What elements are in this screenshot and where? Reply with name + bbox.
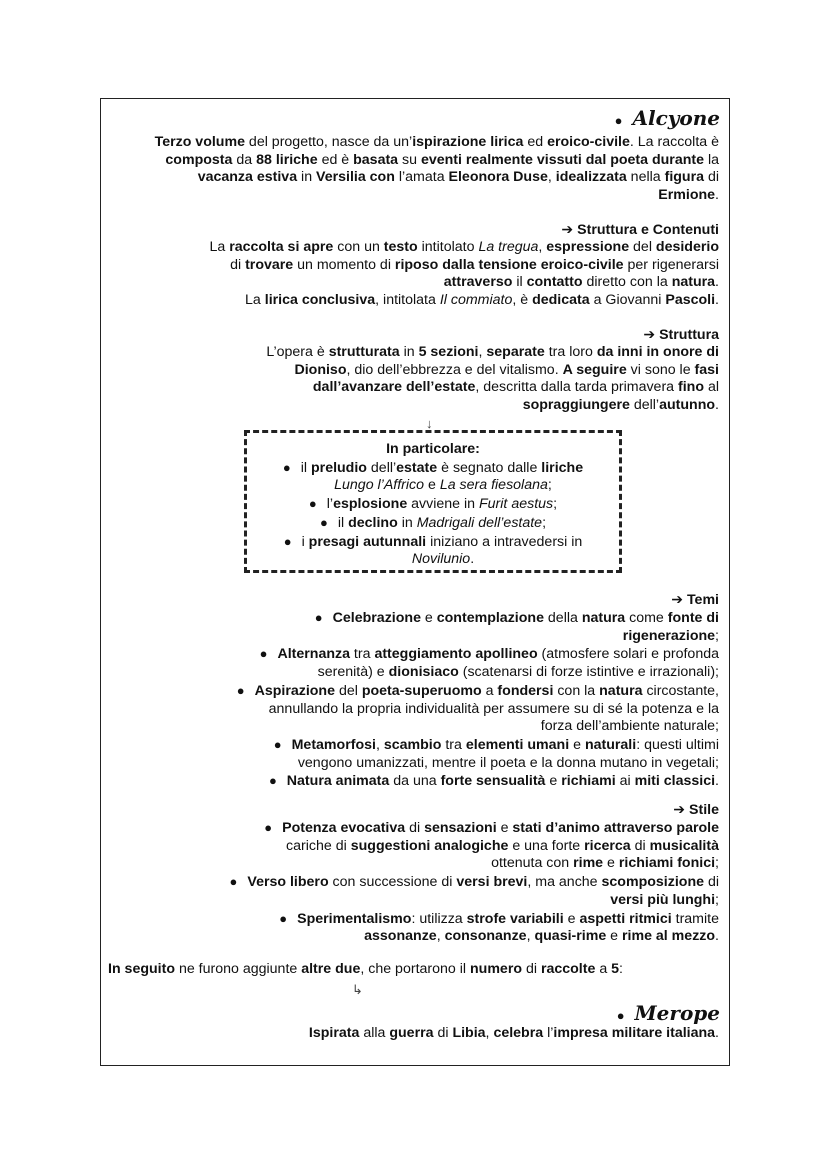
bullet-icon: ● (259, 646, 268, 662)
text-segment: ne furono aggiunte (175, 961, 302, 977)
text-segment: in (397, 514, 417, 531)
list-item (109, 873, 719, 909)
text-segment: vacanza estiva (197, 169, 298, 186)
text-segment: Alternanza (277, 646, 350, 663)
merope-heading (617, 1001, 720, 1025)
text-segment: di (433, 1025, 453, 1041)
item-text (297, 911, 719, 927)
text-segment: il (337, 514, 349, 531)
text-segment: rigenerazione (622, 627, 716, 644)
down-right-arrow-icon: ↳ (352, 982, 363, 997)
text-segment: In seguito (108, 961, 175, 977)
text-segment: Natura animata (286, 773, 390, 790)
text-segment: e (496, 820, 513, 836)
list-item (109, 736, 719, 772)
text-segment: scomposizione (601, 874, 705, 891)
text-segment: ; (542, 514, 547, 531)
list-item (250, 533, 616, 569)
text-segment: Libia (452, 1025, 486, 1041)
bullet-icon: ● (319, 514, 328, 530)
item-text (292, 737, 719, 753)
text-segment: cariche di (286, 837, 351, 854)
text-segment: vengono umanizzati, mentre il poeta e la donna mutano in vegetali; (297, 754, 719, 771)
text-segment: l’ (326, 496, 334, 513)
text-segment: i (301, 533, 309, 550)
text-segment: Terzo volume (154, 134, 245, 150)
text-segment: naturali (584, 736, 637, 753)
arrow-right-icon: ➔ (561, 221, 574, 237)
text-segment: natura (671, 274, 716, 291)
item-text (109, 701, 719, 719)
text-segment: estate (396, 459, 438, 476)
in-particolare-content (250, 441, 616, 569)
text-segment: e (563, 910, 580, 927)
text-segment: di (405, 820, 425, 836)
text-line (119, 239, 719, 257)
text-segment: e (420, 610, 437, 626)
text-segment: 88 liriche (256, 151, 318, 168)
text-segment: , (485, 1025, 494, 1041)
text-segment: fonte di (667, 610, 719, 626)
text-segment: tra (349, 646, 375, 663)
text-segment: natura (599, 682, 643, 699)
text-segment: Sperimentalismo (297, 910, 412, 927)
text-segment: , (547, 169, 556, 186)
text-segment: figura (664, 169, 705, 186)
text-segment: circostante, (642, 682, 719, 699)
text-segment: e (424, 477, 440, 494)
text-segment: . (470, 551, 475, 568)
text-segment: . La raccolta è (629, 134, 719, 150)
text-segment: della (543, 610, 582, 626)
bullet-icon: ● (229, 874, 238, 890)
bullet-icon: ● (273, 736, 282, 752)
text-segment: fasi (694, 361, 719, 378)
text-segment: . (715, 274, 719, 291)
text-segment: scambio (383, 736, 442, 753)
merope-title: Merope (634, 1001, 720, 1025)
text-segment: eroico-civile (547, 134, 630, 150)
text-line (119, 362, 719, 380)
text-segment: Versilia con (316, 169, 395, 186)
text-line (109, 152, 719, 170)
bullet-icon: ● (614, 113, 623, 128)
item-text (282, 820, 719, 836)
text-segment: come (625, 610, 668, 626)
item-text (333, 610, 719, 626)
text-segment: Metamorfosi (291, 736, 376, 753)
stile-heading (673, 801, 719, 820)
text-segment: tra (441, 736, 466, 753)
text-segment: natura (581, 610, 626, 626)
item-text (255, 683, 719, 699)
text-segment: ricerca (584, 837, 631, 854)
alcyone-heading (615, 106, 720, 130)
text-segment: riposo dalla tensione eroico-civile (394, 256, 624, 273)
text-segment: trovare (245, 256, 294, 273)
text-segment: su (398, 151, 421, 168)
text-segment: eventi realmente vissuti dal poeta durante (420, 151, 705, 168)
text-segment: di (630, 837, 650, 854)
text-segment: strutturata (328, 344, 400, 360)
text-segment: composta (165, 151, 233, 168)
text-segment: idealizzata (555, 169, 627, 186)
section-heading: Stile (689, 802, 719, 818)
list-item (250, 514, 616, 533)
text-segment: ispirazione lirica (412, 134, 524, 150)
text-segment: . (715, 187, 719, 204)
text-segment: aspetti ritmici (579, 910, 672, 927)
section-heading: Struttura (659, 327, 719, 343)
text-segment: consonanze (444, 928, 527, 945)
text-segment: diretto con la (582, 274, 672, 291)
text-segment: La sera fiesolana (439, 477, 548, 494)
list-item (250, 459, 616, 495)
list-item (109, 772, 719, 791)
text-segment: contatto (526, 274, 583, 291)
alcyone-title: Alcyone (632, 106, 720, 130)
item-text (302, 534, 583, 550)
text-segment: , dio dell’ebbrezza e del vitalismo. (346, 361, 563, 378)
list-item (109, 645, 719, 681)
text-segment: fondersi (497, 682, 554, 699)
struttura-heading (643, 326, 719, 345)
text-segment: Furit aestus (479, 496, 554, 513)
text-line (109, 134, 719, 152)
text-segment: dedicata (532, 292, 590, 309)
text-segment: , ma anche (527, 874, 602, 891)
bullet-icon: ● (283, 533, 292, 549)
text-segment: . (715, 292, 719, 309)
text-segment: Ermione (658, 187, 716, 204)
text-segment: Dioniso (294, 361, 347, 378)
text-segment: sopraggiungere (522, 397, 630, 414)
text-line (119, 397, 719, 415)
text-segment: strofe variabili (466, 910, 564, 927)
text-segment: Celebrazione (332, 610, 421, 626)
struttura-contenuti-body (119, 239, 719, 310)
text-segment: versi più lunghi (610, 891, 716, 908)
text-line (109, 169, 719, 187)
text-segment: (atmosfere solari e profonda (537, 646, 719, 663)
text-line (119, 292, 719, 310)
text-segment: : (619, 961, 623, 977)
text-segment: Novilunio (411, 551, 471, 568)
item-text (109, 855, 719, 873)
text-segment: fino (678, 379, 705, 396)
text-segment: preludio (311, 459, 367, 476)
text-segment: altre due (301, 961, 361, 977)
text-segment: vi sono le (626, 361, 695, 378)
text-segment: assonanze (364, 928, 437, 945)
text-segment: A seguire (562, 361, 627, 378)
text-segment: e (569, 736, 585, 753)
list-item (250, 495, 616, 514)
text-segment: stati d’animo attraverso parole (512, 820, 719, 836)
text-segment: , intitolata (375, 292, 440, 309)
text-segment: versi brevi (456, 874, 528, 891)
text-segment: serenità) e (317, 664, 389, 681)
text-segment: del (629, 239, 656, 255)
text-line (119, 344, 719, 362)
text-segment: Pascoli (665, 292, 716, 309)
text-segment: autunno (659, 397, 716, 414)
text-segment: . (715, 397, 719, 414)
text-segment: da inni in onore di (596, 344, 719, 360)
text-segment: presagi autunnali (308, 533, 427, 550)
text-segment: lirica conclusiva (264, 292, 376, 309)
list-item (109, 910, 719, 946)
text-segment: elementi umani (465, 736, 570, 753)
section-heading: Temi (686, 592, 719, 608)
text-line (119, 274, 719, 292)
text-segment: Lungo l’Affrico (334, 477, 425, 494)
bullet-icon: ● (236, 682, 245, 698)
bullet-icon: ● (282, 459, 291, 475)
text-segment: liriche (541, 459, 584, 476)
text-line (119, 379, 719, 397)
text-segment: in (297, 169, 317, 186)
text-segment: La tregua (478, 239, 539, 255)
text-segment: Eleonora Duse (448, 169, 548, 186)
text-segment: ed è (317, 151, 354, 168)
arrow-right-icon: ➔ (671, 591, 683, 607)
item-text (287, 773, 719, 789)
text-segment: a Giovanni (589, 292, 666, 309)
text-segment: dell’ (629, 397, 660, 414)
seguito-line (108, 961, 728, 979)
text-segment: di (522, 961, 541, 977)
text-segment: di (704, 874, 719, 891)
text-segment: la (704, 151, 719, 168)
text-segment: dionisiaco (388, 664, 459, 681)
text-segment: rime al mezzo (622, 928, 716, 945)
text-segment: rime (573, 855, 604, 872)
text-segment: Verso libero (247, 874, 329, 891)
item-text (327, 496, 557, 512)
struttura-body (119, 344, 719, 415)
text-segment: , (436, 928, 445, 945)
text-segment: iniziano a intravedersi in (426, 533, 583, 550)
text-segment: , (526, 928, 535, 945)
text-segment: l’ (543, 1025, 554, 1041)
text-segment: impresa militare italiana (553, 1025, 716, 1041)
text-segment: e una forte (508, 837, 585, 854)
text-segment: con un (333, 239, 384, 255)
text-segment: dall’avanzare dell’estate (312, 379, 476, 396)
text-segment: , (538, 239, 547, 255)
item-text (277, 646, 719, 662)
text-segment: Madrigali dell’estate (416, 514, 543, 531)
bullet-icon: ● (308, 496, 317, 512)
text-segment: il (300, 459, 311, 476)
text-segment: : questi ultimi (636, 736, 719, 753)
text-segment: alla (359, 1025, 390, 1041)
box-heading: In particolare: (386, 441, 480, 457)
text-segment: basata (353, 151, 399, 168)
bullet-icon: ● (279, 910, 288, 926)
text-segment: Il commiato (439, 292, 513, 309)
list-item (109, 682, 719, 736)
item-text (109, 892, 719, 910)
text-segment: forte sensualità (440, 773, 546, 790)
text-segment: in (399, 344, 419, 360)
text-segment: il (512, 274, 527, 291)
text-segment: di (704, 169, 719, 186)
text-segment: . (715, 773, 719, 790)
list-item (109, 609, 719, 645)
item-text (301, 460, 583, 476)
text-segment: e (606, 928, 622, 945)
item-text (109, 928, 719, 946)
struttura-contenuti-heading (561, 221, 719, 240)
text-segment: 5 (611, 961, 620, 977)
item-text (338, 515, 546, 531)
text-segment: declino (348, 514, 398, 531)
merope-line (119, 1025, 719, 1043)
text-segment: nella (626, 169, 665, 186)
text-segment: miti classici (634, 773, 716, 790)
text-segment: , che portarono il (360, 961, 470, 977)
item-text (250, 551, 616, 569)
item-text (109, 755, 719, 773)
text-segment: contemplazione (436, 610, 544, 626)
text-segment: a (481, 682, 498, 699)
text-segment: ; (547, 477, 552, 494)
text-segment: testo (383, 239, 418, 255)
item-text (109, 628, 719, 646)
text-segment: atteggiamento apollineo (374, 646, 538, 663)
text-segment: musicalità (649, 837, 719, 854)
temi-heading (671, 591, 719, 610)
item-text (109, 664, 719, 682)
text-segment: La (245, 292, 265, 309)
text-segment: ottenuta con (491, 855, 574, 872)
text-segment: , è (512, 292, 533, 309)
text-segment: sensazioni (424, 820, 497, 836)
text-segment: con la (553, 682, 600, 699)
text-segment: Aspirazione (254, 682, 335, 699)
text-segment: ai (615, 773, 635, 790)
text-segment: e (603, 855, 619, 872)
text-segment: poeta-superuomo (361, 682, 482, 699)
text-segment: suggestioni analogiche (350, 837, 509, 854)
text-line (119, 257, 719, 275)
text-segment: l’amata (394, 169, 449, 186)
text-segment: è segnato dalle (437, 459, 542, 476)
arrow-right-icon: ➔ (673, 801, 686, 817)
text-segment: espressione (546, 239, 630, 255)
text-segment: ; (715, 891, 719, 908)
text-segment: richiami (561, 773, 616, 790)
text-segment: un momento di (293, 256, 395, 273)
down-arrow-icon: ↓ (426, 416, 433, 431)
text-segment: raccolta si apre (229, 239, 334, 255)
stile-list (109, 819, 719, 946)
text-segment: Potenza evocativa (282, 820, 406, 836)
text-segment: La (209, 239, 230, 255)
text-segment: quasi-rime (534, 928, 607, 945)
text-segment: ; (715, 627, 719, 644)
text-segment: al (704, 379, 719, 396)
text-segment: . (715, 928, 719, 945)
text-segment: ed (523, 134, 548, 150)
text-segment: tra loro (544, 344, 597, 360)
text-segment: forza dell’ambiente naturale; (540, 718, 719, 735)
text-segment: da (232, 151, 257, 168)
text-segment: del (335, 682, 362, 699)
text-segment: attraverso (443, 274, 513, 291)
text-segment: desiderio (655, 239, 719, 255)
text-segment: per rigenerarsi (623, 256, 719, 273)
text-segment: da una (389, 773, 441, 790)
list-item (109, 819, 719, 873)
text-segment: raccolte (540, 961, 596, 977)
text-segment: separate (486, 344, 545, 360)
temi-list (109, 609, 719, 791)
text-segment: e (545, 773, 562, 790)
text-segment: a (595, 961, 612, 977)
text-segment: intitolato (417, 239, 479, 255)
text-line (109, 187, 719, 205)
text-segment: 5 sezioni (418, 344, 479, 360)
text-segment: . (715, 1025, 719, 1041)
arrow-right-icon: ➔ (643, 326, 656, 342)
item-text (109, 838, 719, 856)
text-segment: richiami fonici (618, 855, 716, 872)
text-segment: esplosione (333, 496, 408, 513)
text-segment: (scatenarsi di forze istintive e irrazionali); (458, 664, 719, 681)
text-segment: , descritta dalla tarda primavera (475, 379, 679, 396)
text-segment: ; (715, 855, 719, 872)
text-segment: guerra (389, 1025, 434, 1041)
text-segment: avviene in (407, 496, 479, 513)
bullet-icon: ● (314, 610, 323, 625)
section-heading: Struttura e Contenuti (577, 222, 719, 238)
text-segment: con successione di (328, 874, 457, 891)
text-segment: tramite (671, 910, 719, 927)
text-segment: , (478, 344, 487, 360)
bullet-icon: ● (264, 820, 273, 835)
text-segment: del progetto, nasce da un’ (244, 134, 413, 150)
text-segment: celebra (493, 1025, 544, 1041)
item-text (250, 477, 616, 495)
text-segment: annullando la propria individualità per assumere su di sé la potenza e la (268, 700, 719, 717)
bullet-icon: ● (616, 1008, 625, 1023)
item-text (247, 874, 719, 890)
text-segment: Ispirata (308, 1025, 360, 1041)
text-segment: numero (469, 961, 523, 977)
text-segment: : utilizza (411, 910, 467, 927)
item-text (109, 718, 719, 736)
text-segment: L’opera è (266, 344, 329, 360)
text-segment: ; (553, 496, 558, 513)
bullet-icon: ● (268, 773, 277, 789)
text-segment: di (230, 256, 246, 273)
alcyone-intro (109, 134, 719, 205)
text-segment: , (375, 736, 384, 753)
text-segment: dell’ (366, 459, 397, 476)
